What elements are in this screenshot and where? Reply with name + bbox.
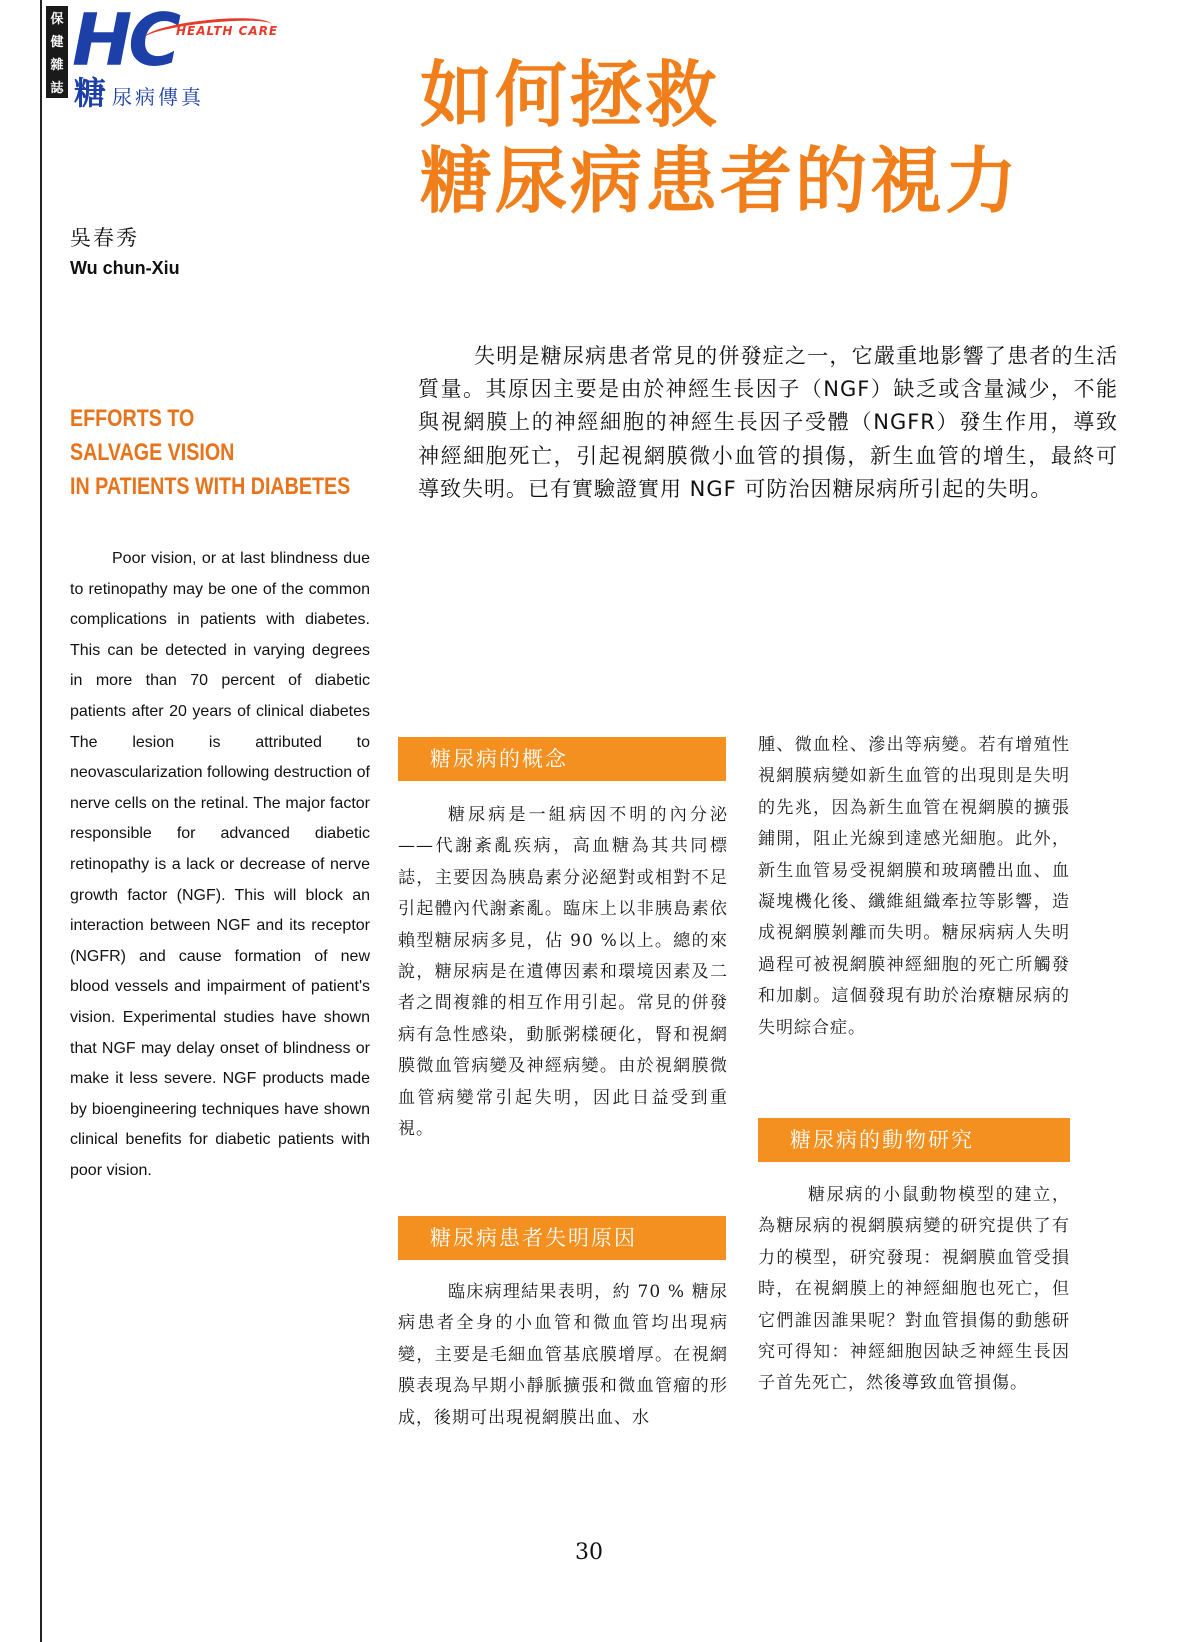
english-title-line: EFFORTS TO bbox=[70, 405, 195, 432]
author-block bbox=[70, 222, 180, 279]
page-edge-rule bbox=[40, 0, 42, 1642]
article-title-line-1: 如何拯救 bbox=[420, 52, 721, 137]
section-body-causes-continued bbox=[758, 730, 1070, 1044]
article-title-line-2: 糖尿病患者的視力 bbox=[420, 138, 1021, 223]
section-body-concept bbox=[398, 800, 728, 1145]
english-title bbox=[70, 402, 380, 504]
section-heading-animal: 糖尿病的動物研究 bbox=[758, 1118, 1070, 1162]
section-heading-causes: 糖尿病患者失明原因 bbox=[398, 1216, 726, 1260]
vertical-tag-char: 健 bbox=[50, 35, 64, 50]
article-title bbox=[420, 52, 1140, 224]
section-name-big: 糖 bbox=[74, 74, 107, 112]
vertical-tag-char: 雜 bbox=[50, 58, 64, 73]
hc-logo: HC bbox=[72, 0, 178, 82]
english-title-line: SALVAGE VISION bbox=[70, 439, 235, 466]
paragraph: 糖尿病的小鼠動物模型的建立，為糖尿病的視網膜病變的研究提供了有力的模型，研究發現：視網膜血管受損時，在視網膜上的神經細胞也死亡，但它們誰因誰果呢？對血管損傷的動態研究可得知：神經細胞因缺乏神經生長因子首先死亡，然後導致血管損傷。 bbox=[758, 1185, 1070, 1394]
section-body-causes bbox=[398, 1277, 728, 1434]
author-name-en: Wu chun-Xiu bbox=[70, 258, 180, 278]
section-body-animal bbox=[758, 1180, 1070, 1400]
english-title-line: IN PATIENTS WITH DIABETES bbox=[70, 473, 351, 500]
section-name-small: 尿病傳真 bbox=[112, 85, 205, 109]
logo-subtitle: HEALTH CARE bbox=[176, 24, 279, 38]
page-number: 30 bbox=[575, 1540, 603, 1565]
intro-paragraph: 失明是糖尿病患者常見的併發症之一，它嚴重地影響了患者的生活質量。其原因主要是由於神經生長因子（NGF）缺乏或含量減少，不能與視網膜上的神經細胞的神經生長因子受體（NGFR）發生作用，導致神經細胞死亡，引起視網膜微小血管的損傷，新生血管的增生，最終可導致失明。已有實驗證實用 NGF 可防治因糖尿病所引起的失明。 bbox=[418, 344, 1118, 501]
vertical-tag-char: 保 bbox=[50, 12, 64, 27]
paragraph: 臨床病理結果表明，約 70 % 糖尿病患者全身的小血管和微血管均出現病變，主要是毛細血管基底膜增厚。在視網膜表現為早期小靜脈擴張和微血管瘤的形成，後期可出現視網膜出血、水 bbox=[398, 1282, 728, 1428]
magazine-vertical-tag bbox=[46, 6, 68, 98]
section-name bbox=[74, 68, 204, 114]
section-heading-concept: 糖尿病的概念 bbox=[398, 737, 726, 781]
vertical-tag-char: 誌 bbox=[50, 81, 64, 96]
masthead bbox=[44, 0, 284, 112]
english-abstract: Poor vision, or at last blindness due to retinopathy may be one of the common complications in patients with diabetes. This can be detected in varying degrees in more than 70 percent of diabetic patients after 20 years of clinical diabetes The lesion is attributed to neovascularization following destruction of nerve cells on the retinal. The major factor responsible for advanced diabetic retinopathy is a lack or decrease of nerve growth factor (NGF). This will block an interaction between NGF and its receptor (NGFR) and cause formation of new blood vessels and impairment of patient's vision. Experimental studies have shown that NGF may delay onset of blindness or make it less severe. NGF products made by bioengineering techniques have shown clinical benefits for diabetic patients with poor vision. bbox=[70, 550, 370, 1179]
paragraph: 腫、微血栓、滲出等病變。若有增殖性視網膜病變如新生血管的出現則是失明的先兆，因為新生血管在視網膜的擴張鋪開，阻止光線到達感光細胞。此外，新生血管易受視網膜和玻璃體出血、血凝塊機化後、纖維組織牽拉等影響，造成視網膜剝離而失明。糖尿病病人失明過程可被視網膜神經細胞的死亡所觸發和加劇。這個發現有助於治療糖尿病的失明綜合症。 bbox=[758, 735, 1070, 1038]
paragraph: 糖尿病是一組病因不明的內分泌——代謝紊亂疾病，高血糖為其共同標誌，主要因為胰島素分泌絕對或相對不足引起體內代謝紊亂。臨床上以非胰島素依賴型糖尿病多見，佔 90 %以上。總的來說，糖尿病是在遺傳因素和環境因素及二者之間複雜的相互作用引起。常見的併發病有急性感染，動脈粥樣硬化，腎和視網膜微血管病變及神經病變。由於視網膜微血管病變常引起失明，因此日益受到重視。 bbox=[398, 805, 728, 1140]
author-name-zh: 吳春秀 bbox=[70, 226, 139, 250]
